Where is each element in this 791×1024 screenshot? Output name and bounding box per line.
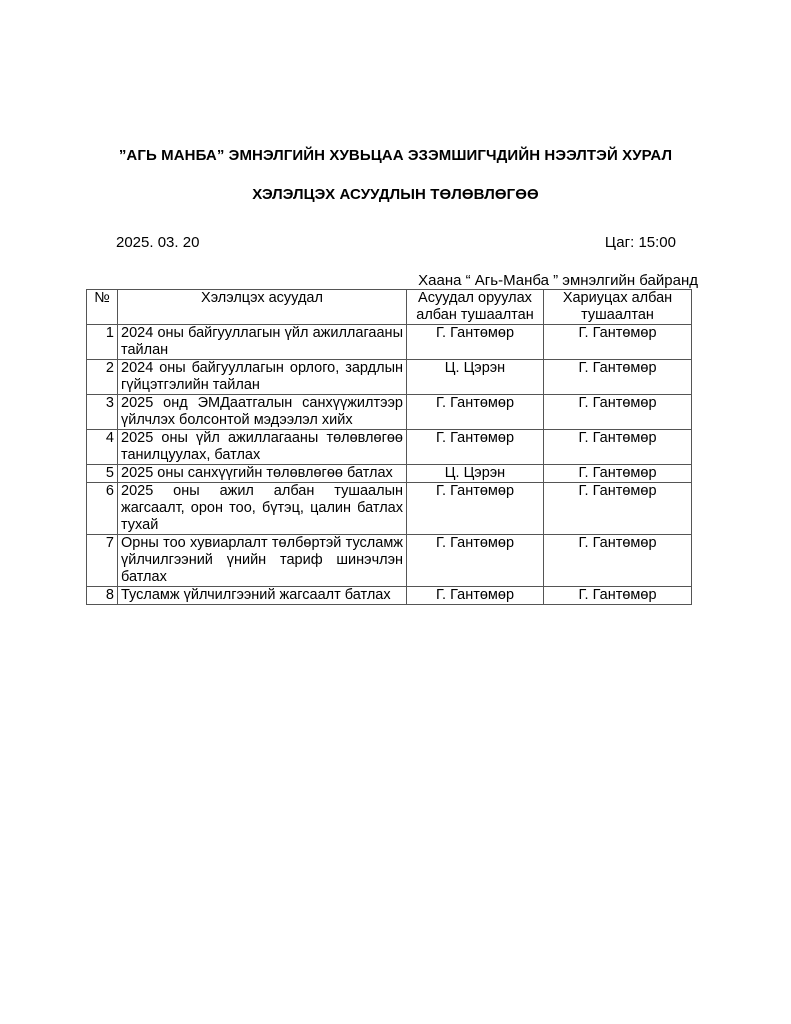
row-topic: Орны тоо хувиарлалт төлбөртэй тусламж үйлчилгээний үнийн тариф шинэчлэн батлах [118, 535, 407, 587]
row-number: 5 [87, 465, 118, 483]
meeting-time: Цаг: 15:00 [604, 234, 676, 251]
meeting-date: 2025. 03. 20 [116, 234, 200, 251]
table-row [87, 360, 692, 395]
agenda-table [86, 289, 692, 605]
document-subtitle: ХЭЛЭЛЦЭХ АСУУДЛЫН ТӨЛӨВЛӨГӨӨ [252, 186, 539, 203]
row-introducer: Г. Гантөмөр [407, 430, 544, 465]
row-topic: 2025 онд ЭМДаатгалын санхүүжилтээр үйлчлэх болсонтой мэдээлэл хийх [118, 395, 407, 430]
header-topic: Хэлэлцэх асуудал [118, 290, 407, 325]
row-responder: Г. Гантөмөр [544, 360, 692, 395]
row-introducer: Г. Гантөмөр [407, 395, 544, 430]
row-introducer: Г. Гантөмөр [407, 483, 544, 535]
row-number: 4 [87, 430, 118, 465]
row-topic: 2025 оны санхүүгийн төлөвлөгөө батлах [118, 465, 407, 483]
table-row [87, 483, 692, 535]
row-number: 8 [87, 587, 118, 605]
row-number: 7 [87, 535, 118, 587]
row-introducer: Ц. Цэрэн [407, 465, 544, 483]
row-topic: Тусламж үйлчилгээний жагсаалт батлах [118, 587, 407, 605]
row-responder: Г. Гантөмөр [544, 325, 692, 360]
row-introducer: Г. Гантөмөр [407, 325, 544, 360]
row-responder: Г. Гантөмөр [544, 430, 692, 465]
row-number: 6 [87, 483, 118, 535]
row-topic: 2025 оны үйл ажиллагааны төлөвлөгөө танилцуулах, батлах [118, 430, 407, 465]
table-header-row [87, 290, 692, 325]
row-introducer: Г. Гантөмөр [407, 535, 544, 587]
row-introducer: Ц. Цэрэн [407, 360, 544, 395]
row-topic: 2024 оны байгууллагын үйл ажиллагааны тайлан [118, 325, 407, 360]
document-title: ”АГЬ МАНБА” ЭМНЭЛГИЙН ХУВЬЦАА ЭЗЭМШИГЧДИЙН НЭЭЛТЭЙ ХУРАЛ [118, 147, 673, 164]
table-row [87, 587, 692, 605]
row-number: 2 [87, 360, 118, 395]
row-topic: 2025 оны ажил албан тушаалын жагсаалт, орон тоо, бүтэц, цалин батлах тухай [118, 483, 407, 535]
row-responder: Г. Гантөмөр [544, 483, 692, 535]
row-responder: Г. Гантөмөр [544, 587, 692, 605]
table-row [87, 325, 692, 360]
table-row [87, 465, 692, 483]
row-topic: 2024 оны байгууллагын орлого, зардлын гүйцэтгэлийн тайлан [118, 360, 407, 395]
row-number: 3 [87, 395, 118, 430]
row-responder: Г. Гантөмөр [544, 395, 692, 430]
row-introducer: Г. Гантөмөр [407, 587, 544, 605]
header-responder: Хариуцах албан тушаалтан [544, 290, 692, 325]
header-introducer: Асуудал оруулах албан тушаалтан [407, 290, 544, 325]
meeting-location: Хаана “ Агь-Манба ” эмнэлгийн байранд [418, 272, 698, 289]
row-responder: Г. Гантөмөр [544, 535, 692, 587]
row-number: 1 [87, 325, 118, 360]
table-row [87, 395, 692, 430]
row-responder: Г. Гантөмөр [544, 465, 692, 483]
header-number: № [87, 290, 118, 325]
table-row [87, 430, 692, 465]
table-row [87, 535, 692, 587]
